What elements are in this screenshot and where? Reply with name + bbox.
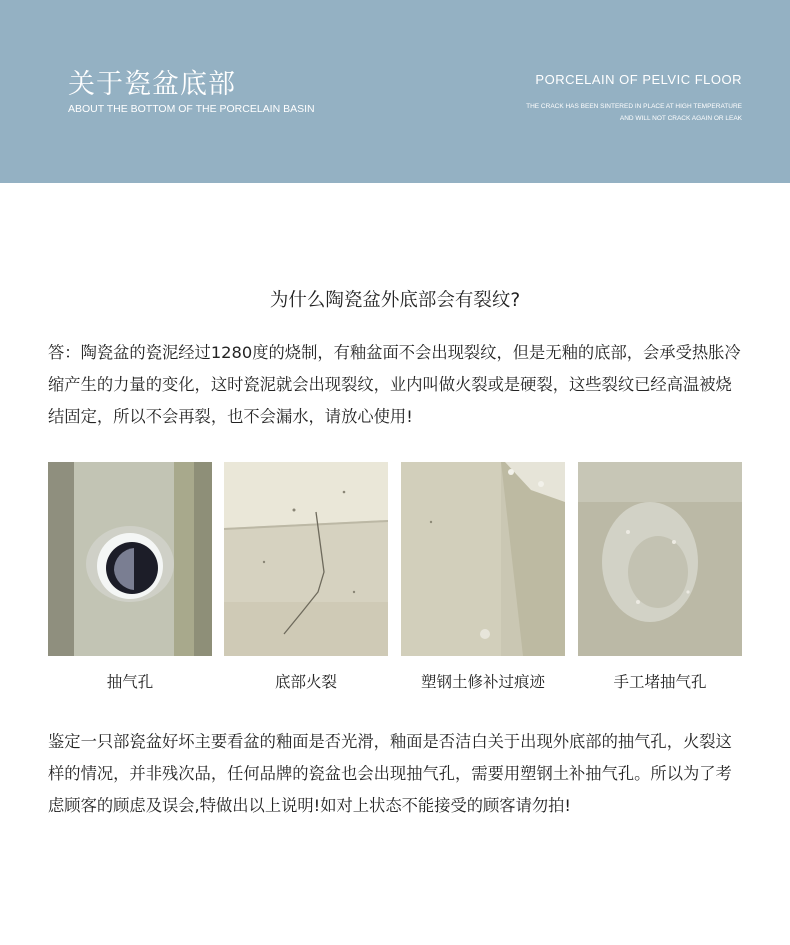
banner-right-subtitle-line1: THE CRACK HAS BEEN SINTERED IN PLACE AT HIGH TEMPERATURE [526,103,742,110]
question-heading: 为什么陶瓷盆外底部会有裂纹? [269,290,521,311]
answer-paragraph: 答：陶瓷盆的瓷泥经过1280度的烧制，有釉盆面不会出现裂纹，但是无釉的底部，会承受热胀冷缩产生的力量的变化，这时瓷泥就会出现裂纹，业内叫做火裂或是硬裂，这些裂纹已经高温被烧结固定，所以不会再裂，也不会漏水，请放心使用! [48,343,741,426]
photo-vent-hole [48,462,212,656]
photo-fire-crack [224,462,388,656]
banner-right-subtitle-line2: AND WILL NOT CRACK AGAIN OR LEAK [619,114,742,122]
caption-vent-hole: 抽气孔 [106,673,154,691]
note-paragraph: 鉴定一只部瓷盆好坏主要看盆的釉面是否光滑，釉面是否洁白关于出现外底部的抽气孔，火裂这样的情况，并非残次品，任何品牌的瓷盆也会出现抽气孔，需要用塑钢土补抽气孔。所以为了考虑顾客的顾虑及误会,特做出以上说明!如对上状态不能接受的顾客请勿拍! [48,732,732,815]
photo-putty-repair [401,462,565,656]
caption-fire-crack: 底部火裂 [274,673,337,691]
header-banner [0,0,790,183]
caption-manual-plug: 手工堵抽气孔 [613,673,707,691]
banner-right-subtitle [526,101,742,124]
caption-putty-repair: 塑钢土修补过痕迹 [420,673,545,691]
banner-subtitle: ABOUT THE BOTTOM OF THE PORCELAIN BASIN [68,103,315,115]
banner-title: 关于瓷盆底部 [68,69,236,100]
photo-manual-plug [578,462,742,656]
banner-right-title: PORCELAIN OF PELVIC FLOOR [535,72,742,87]
